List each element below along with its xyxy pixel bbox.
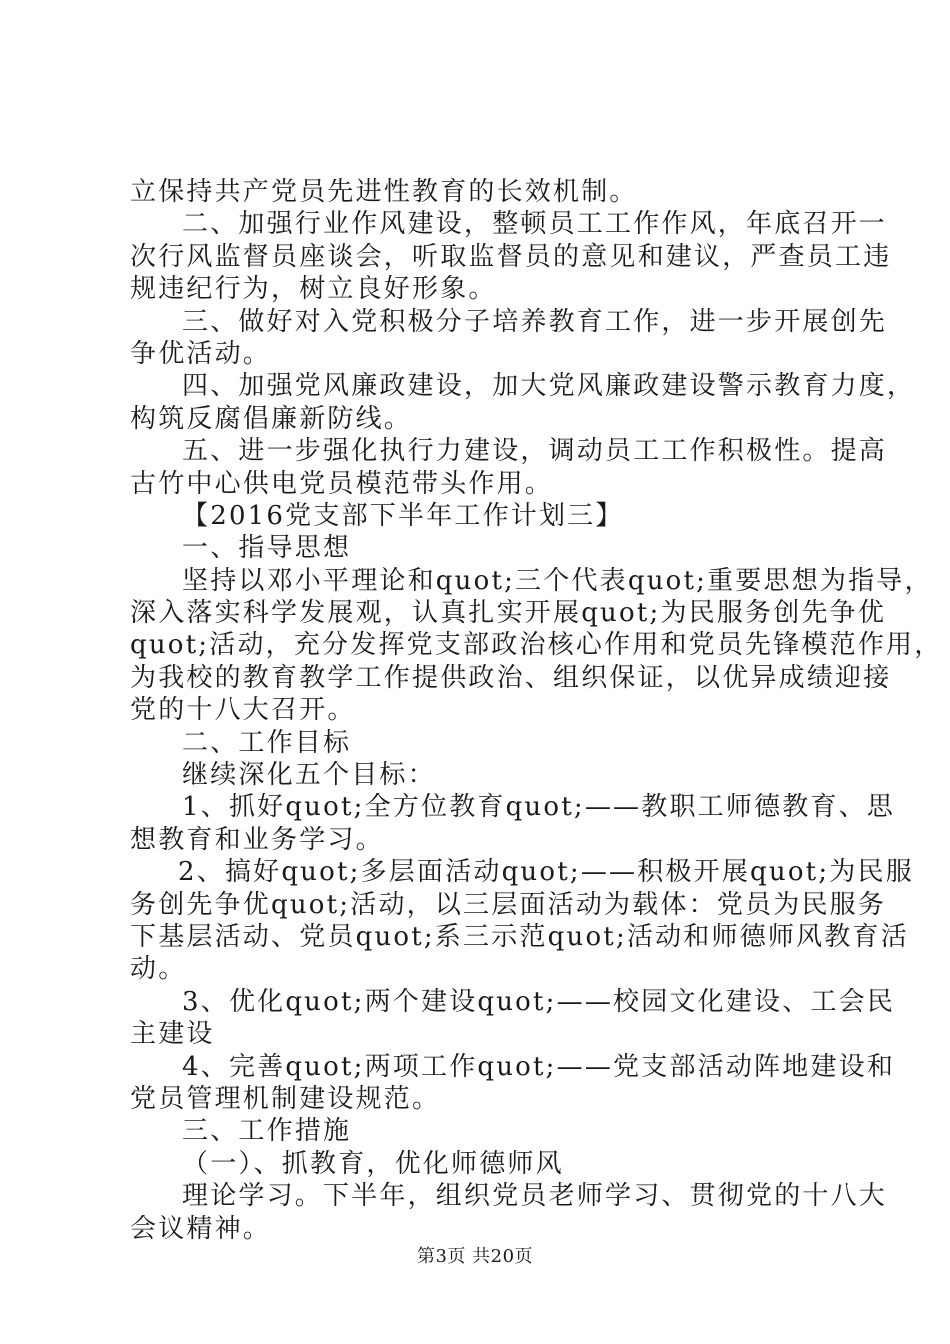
document-body [130,176,943,1245]
text-line: 次行风监督员座谈会，听取监督员的意见和建议，严查员工违 [130,241,892,272]
text-line: 五、进一步强化执行力建设，调动员工工作积极性。提高 [182,436,888,467]
text-line: 理论学习。下半年，组织党员老师学习、贯彻党的十八大 [182,1181,888,1212]
text-line: 争优活动。 [130,338,272,369]
text-line: 继续深化五个目标： [182,760,436,791]
text-line: 党员管理机制建设规范。 [130,1083,441,1114]
text-line: 三、做好对入党积极分子培养教育工作，进一步开展创先 [182,306,888,337]
text-line: quot;活动，充分发挥党支部政治核心作用和党员先锋模范作用， [130,630,943,661]
text-line: 立保持共产党员先进性教育的长效机制。 [130,177,638,207]
text-line: 【2016党支部下半年工作计划三】 [182,500,624,531]
text-line: 3、优化quot;两个建设quot;——校园文化建设、工会民 [182,986,896,1017]
text-line: 一、指导思想 [182,533,352,564]
text-line: 党的十八大召开。 [130,695,356,726]
text-line: 三、工作措施 [182,1116,352,1147]
text-line: 1、抓好quot;全方位教育quot;——教职工师德教育、思 [182,792,896,823]
text-line: 务创先争优quot;活动，以三层面活动为载体：党员为民服务 [130,889,887,920]
text-line: （一）、抓教育，优化师德师风 [182,1148,564,1179]
text-line: 规违纪行为，树立良好形象。 [130,274,497,305]
text-line: 主建设 [130,1019,215,1050]
text-line: 坚持以邓小平理论和quot;三个代表quot;重要思想为指导， [182,565,933,596]
text-line: 四、加强党风廉政建设，加大党风廉政建设警示教育力度， [182,371,916,402]
text-line: 会议精神。 [130,1213,272,1244]
text-line: 想教育和业务学习。 [130,824,384,855]
text-line: 下基层活动、党员quot;系三示范quot;活动和师德师风教育活 [130,921,909,952]
page-footer: 第3页 共20页 [416,1246,534,1267]
text-line: 2、搞好quot;多层面活动quot;——积极开展quot;为民服 [178,857,914,888]
text-line: 4、完善quot;两项工作quot;——党支部活动阵地建设和 [182,1051,896,1082]
text-line: 构筑反腐倡廉新防线。 [130,403,413,434]
text-line: 二、工作目标 [182,727,352,758]
text-line: 古竹中心供电党员模范带头作用。 [130,468,554,499]
text-line: 二、加强行业作风建设，整顿员工工作作风，年底召开一 [182,209,888,240]
text-line: 动。 [130,954,187,985]
text-line: 深入落实科学发展观，认真扎实开展quot;为民服务创先争优 [130,598,887,629]
text-line: 为我校的教育教学工作提供政治、组织保证，以优异成绩迎接 [130,662,892,693]
